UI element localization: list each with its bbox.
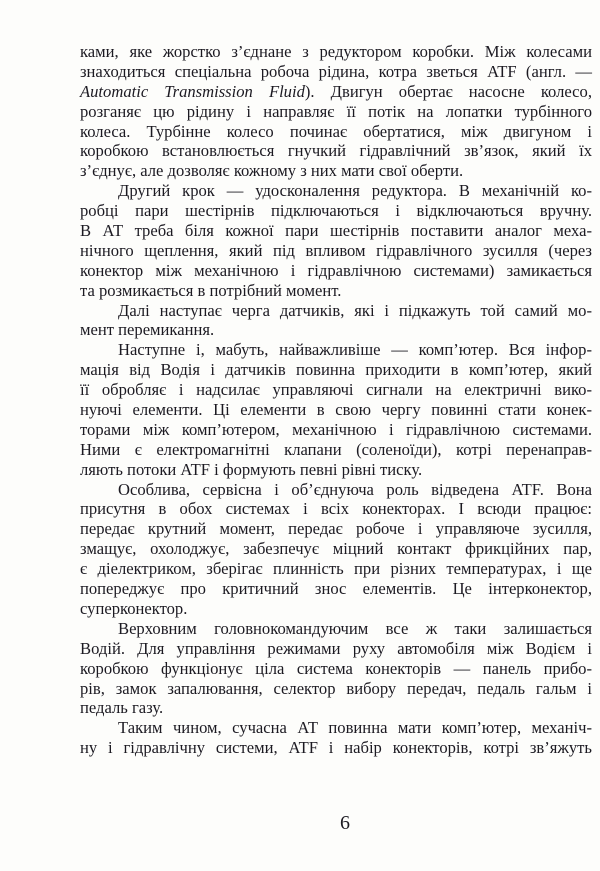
text-line: Таким чином, сучасна АТ повинна мати комп’ютер, механіч-: [118, 718, 592, 738]
text-line: Наступне і, мабуть, найважливіше — комп’ютер. Вся інфор-: [118, 340, 592, 360]
text-line: [80, 82, 592, 102]
text-line: Особлива, сервісна і об’єднуюча роль відведена ATF. Вона: [118, 479, 592, 499]
text-line: суперконектор.: [80, 598, 188, 618]
text-line: коробкою функціонує ціла система конекторів — панель прибо-: [80, 658, 592, 678]
text-line: Далі наступає черга датчиків, які і підкажуть той самий мо-: [118, 300, 592, 320]
paragraph: [80, 301, 592, 341]
text-line: та розмикається в потрібний момент.: [80, 280, 342, 300]
text-line: рів, замок запалювання, селектор вибору передач, педаль гальм і: [80, 678, 592, 698]
text-line: коробкою встановлюється гнучкий гідравлічний зв’язок, який їх: [80, 141, 592, 161]
text-line: змащує, охолоджує, забезпечує міцний контакт фрикційних пар,: [80, 539, 592, 559]
text-line: з’єднує, але дозволяє кожному з них мати свої оберти.: [80, 161, 464, 181]
paragraph: [80, 42, 592, 181]
text-line: передає крутний момент, передає робоче і управляюче зусилля,: [80, 519, 592, 539]
text-line: Другий крок — удосконалення редуктора. В механічній ко-: [118, 181, 592, 201]
italic-term: Automatic Transmission Fluid: [80, 81, 305, 101]
text-line: торами між комп’ютером, механічною і гідравлічною системами.: [80, 419, 592, 439]
text-line: мент перемикання.: [80, 320, 215, 340]
text-line: ками, яке жорстко з’єднане з редуктором коробки. Між колесами: [80, 42, 592, 61]
text-line: попереджує про критичний знос елементів. Це інтерконектор,: [80, 579, 592, 599]
paragraph: [80, 718, 592, 758]
text-line: розганяє цю рідину і направляє її потік на лопатки турбінного: [80, 101, 592, 121]
page-body: [80, 42, 592, 758]
page-number: 6: [340, 812, 350, 834]
text-line: Верховним головнокомандуючим все ж таки залишається: [118, 618, 592, 638]
paragraph: [80, 181, 592, 300]
text-line: В АТ треба біля кожної пари шестірнів поставити аналог меха-: [80, 221, 592, 241]
text-line: нуючі елементи. Ці елементи в свою чергу повинні стати конек-: [80, 400, 592, 420]
paragraph: [80, 340, 592, 479]
text-line: педаль газу.: [80, 698, 164, 718]
text-line: знаходиться спеціальна робоча рідина, котра зветься ATF (англ. —: [80, 61, 592, 81]
text-line: її обробляє і надсилає управляючі сигнали на електричні вико-: [80, 380, 592, 400]
text-line: мація від Водія і датчиків повинна приходити в комп’ютер, який: [80, 360, 592, 380]
text-line: колеса. Турбінне колесо починає обертатися, між двигуном і: [80, 121, 592, 141]
text-line: ляють потоки ATF і формують певні рівні тиску.: [80, 459, 423, 479]
text-line: Ними є електромагнітні клапани (соленоїди), котрі перенаправ-: [80, 439, 592, 459]
text-line: ну і гідравлічну системи, ATF і набір конекторів, котрі зв’яжуть: [80, 738, 592, 758]
text-segment: ). Двигун обертає насосне колесо,: [304, 81, 592, 101]
text-line: нічного щеплення, який під впливом гідравлічного зусилля (через: [80, 240, 592, 260]
text-line: робці пари шестірнів підключаються і відключаються вручну.: [80, 201, 592, 221]
text-line: присутня в обох системах і всіх конекторах. І всюди працює:: [80, 499, 592, 519]
text-line: Водій. Для управління режимами руху автомобіля між Водієм і: [80, 638, 592, 658]
paragraph: [80, 619, 592, 718]
text-line: конектор між механічною і гідравлічною системами) замикається: [80, 260, 592, 280]
text-line: є діелектриком, зберігає плинність при різних температурах, і ще: [80, 559, 592, 579]
paragraph: [80, 480, 592, 619]
